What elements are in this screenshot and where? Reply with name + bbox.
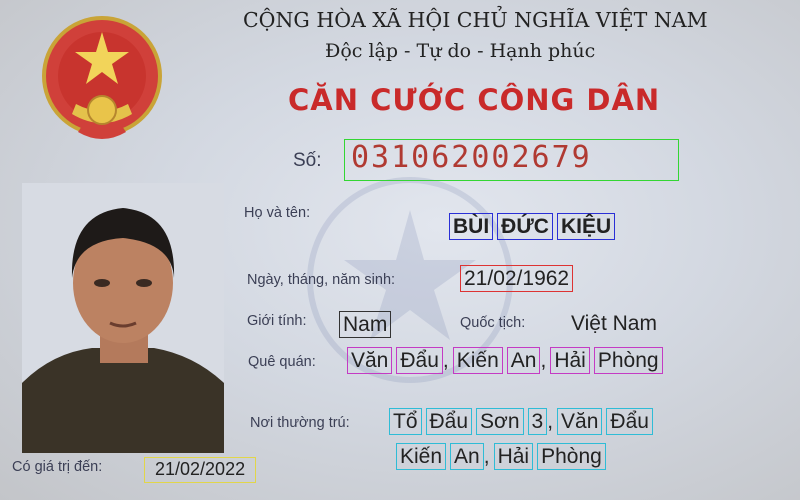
hometown-comma: , — [540, 349, 547, 372]
expiry-label: Có giá trị đến: — [12, 459, 103, 475]
name-word: ĐỨC — [497, 213, 553, 240]
id-number-value: 031062002679 — [351, 140, 592, 175]
id-label: Số: — [293, 150, 322, 171]
national-emblem-icon — [38, 14, 166, 152]
nationality-label: Quốc tịch: — [460, 315, 526, 331]
dob-value: 21/02/1962 — [460, 265, 573, 292]
hometown-word: Văn — [347, 347, 392, 374]
residence-word: Phòng — [537, 443, 606, 470]
motto: Độc lập - Tự do - Hạnh phúc — [325, 40, 596, 62]
name-word: BÙI — [449, 213, 493, 240]
hometown-word: Hải — [550, 347, 590, 374]
residence-word: Văn — [557, 408, 602, 435]
residence-line-2 — [396, 443, 610, 470]
residence-comma: , — [483, 445, 490, 468]
id-number — [344, 139, 679, 181]
residence-word: Đẩu — [606, 408, 653, 435]
full-name — [449, 213, 619, 240]
hometown-word: Đẩu — [396, 347, 443, 374]
residence-comma: , — [547, 410, 554, 433]
sex-value: Nam — [339, 311, 391, 338]
residence-word: Sơn — [476, 408, 523, 435]
hometown-word: Phòng — [594, 347, 663, 374]
dob-value-wrap — [460, 265, 577, 292]
hometown-value — [347, 347, 667, 374]
name-word: KIỆU — [557, 213, 615, 240]
name-label: Họ và tên: — [244, 205, 311, 221]
residence-word: Tổ — [389, 408, 422, 435]
expiry-value: 21/02/2022 — [144, 457, 256, 483]
hometown-label: Quê quán: — [248, 354, 316, 370]
nationality-value: Việt Nam — [571, 312, 657, 335]
hometown-comma: , — [442, 349, 449, 372]
expiry-value-wrap — [144, 457, 260, 483]
residence-label: Nơi thường trú: — [250, 415, 350, 431]
hometown-word: An — [507, 347, 541, 374]
residence-word: 3 — [528, 408, 548, 435]
residence-word: Hải — [494, 443, 534, 470]
residence-word: Kiến — [396, 443, 446, 470]
residence-word: Đẩu — [426, 408, 473, 435]
residence-line-1 — [389, 408, 657, 435]
hometown-word: Kiến — [453, 347, 503, 374]
sex-value-wrap — [339, 311, 395, 338]
residence-word: An — [450, 443, 484, 470]
country-name: CỘNG HÒA XÃ HỘI CHỦ NGHĨA VIỆT NAM — [243, 8, 708, 32]
portrait-photo — [22, 183, 224, 453]
dob-label: Ngày, tháng, năm sinh: — [247, 272, 396, 288]
sex-label: Giới tính: — [247, 313, 307, 329]
card-title: CĂN CƯỚC CÔNG DÂN — [288, 83, 661, 117]
